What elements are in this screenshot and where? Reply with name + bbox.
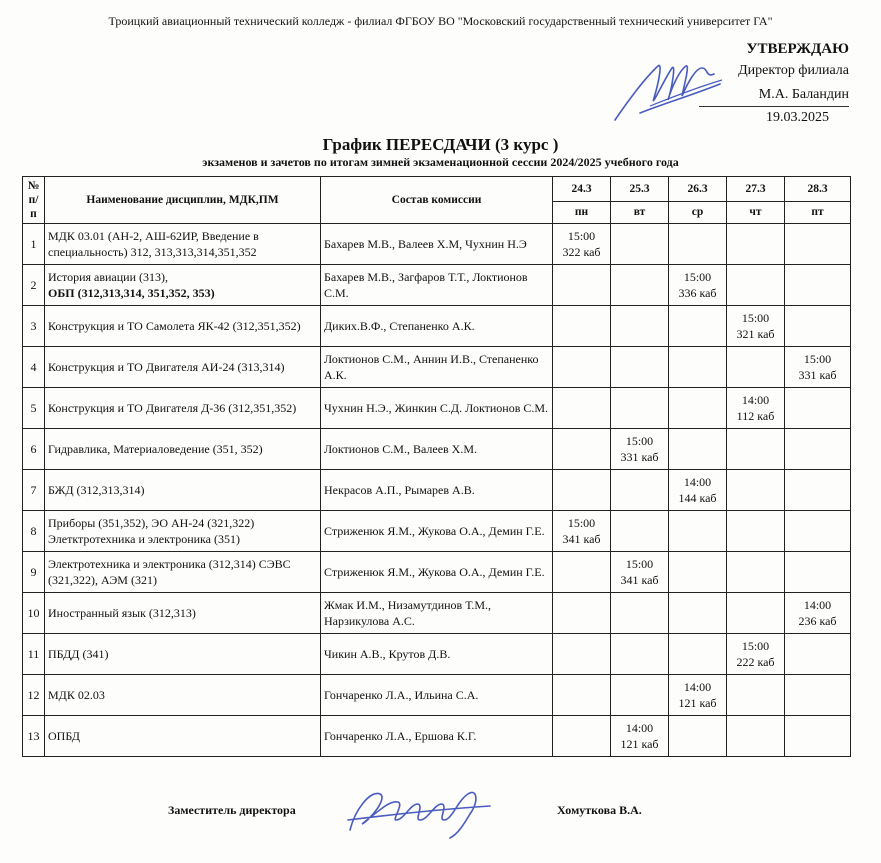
header-weekday: пн — [553, 201, 611, 223]
discipline-name: Конструкция и ТО Двигателя Д-36 (312,351,352) — [48, 401, 297, 415]
commission-cell: Бахарев М.В., Загфаров Т.Т., Локтионов С.М. — [321, 265, 553, 306]
row-number: 2 — [23, 265, 45, 306]
empty-slot — [727, 716, 785, 757]
exam-room: 121 каб — [678, 696, 717, 710]
row-number: 7 — [23, 470, 45, 511]
exam-time: 15:00 — [741, 311, 770, 325]
exam-room: 331 каб — [798, 368, 837, 382]
commission-cell: Гончаренко Л.А., Ильина С.А. — [321, 675, 553, 716]
document-title: График ПЕРЕСДАЧИ (3 курс ) — [322, 135, 559, 154]
table-row — [23, 552, 851, 593]
empty-slot — [785, 552, 851, 593]
exam-time: 15:00 — [625, 557, 654, 571]
commission-cell: Гончаренко Л.А., Ершова К.Г. — [321, 716, 553, 757]
exam-time: 15:00 — [567, 229, 596, 243]
row-number: 8 — [23, 511, 45, 552]
empty-slot — [553, 552, 611, 593]
table-row — [23, 470, 851, 511]
discipline-cell — [45, 511, 321, 552]
discipline-name: История авиации (313), — [48, 270, 169, 284]
exam-time: 15:00 — [625, 434, 654, 448]
table-row — [23, 306, 851, 347]
approval-date: 19.03.2025 — [766, 110, 829, 125]
table-row — [23, 675, 851, 716]
deputy-position: Заместитель директора — [168, 803, 296, 817]
discipline-name: МДК 03.01 (АН-2, АШ-62ИР, Введение в специальность) 312, 313,313,314,351,352 — [48, 229, 259, 259]
empty-slot — [669, 511, 727, 552]
commission-cell: Локтионов С.М., Валеев Х.М. — [321, 429, 553, 470]
row-number: 4 — [23, 347, 45, 388]
discipline-name: БЖД (312,313,314) — [48, 483, 145, 497]
empty-slot — [611, 593, 669, 634]
header-date: 25.3 — [611, 177, 669, 202]
table-row — [23, 716, 851, 757]
exam-slot — [553, 511, 611, 552]
commission-cell: Некрасов А.П., Рымарев А.В. — [321, 470, 553, 511]
exam-time: 15:00 — [803, 352, 832, 366]
commission-cell: Локтионов С.М., Аннин И.В., Степаненко А.К. — [321, 347, 553, 388]
empty-slot — [669, 716, 727, 757]
empty-slot — [553, 593, 611, 634]
table-row — [23, 265, 851, 306]
schedule-rows — [23, 224, 851, 757]
discipline-name: МДК 02.03 — [48, 688, 105, 702]
document-subtitle: экзаменов и зачетов по итогам зимней экзаменационной сессии 2024/2025 учебного года — [202, 155, 679, 169]
exam-time: 14:00 — [741, 393, 770, 407]
deputy-signature — [340, 780, 510, 840]
table-row — [23, 347, 851, 388]
exam-slot — [727, 388, 785, 429]
discipline-name: Электротехника и электроника (312,314) СЭВС (321,322), АЭМ (321) — [48, 557, 291, 587]
empty-slot — [611, 265, 669, 306]
empty-slot — [727, 593, 785, 634]
empty-slot — [785, 224, 851, 265]
empty-slot — [553, 306, 611, 347]
row-number: 9 — [23, 552, 45, 593]
exam-time: 15:00 — [683, 270, 712, 284]
empty-slot — [553, 470, 611, 511]
exam-slot — [611, 716, 669, 757]
empty-slot — [553, 634, 611, 675]
discipline-cell — [45, 429, 321, 470]
empty-slot — [553, 265, 611, 306]
exam-time: 14:00 — [683, 680, 712, 694]
exam-slot — [727, 634, 785, 675]
header-date: 24.3 — [553, 177, 611, 202]
empty-slot — [785, 388, 851, 429]
header-discipline: Наименование дисциплин, МДК,ПМ — [45, 177, 321, 224]
exam-room: 331 каб — [620, 450, 659, 464]
discipline-name: Конструкция и ТО Самолета ЯК-42 (312,351,352) — [48, 319, 301, 333]
empty-slot — [611, 470, 669, 511]
exam-slot — [669, 265, 727, 306]
table-row — [23, 634, 851, 675]
empty-slot — [727, 675, 785, 716]
exam-slot — [611, 429, 669, 470]
empty-slot — [727, 265, 785, 306]
empty-slot — [785, 265, 851, 306]
empty-slot — [727, 224, 785, 265]
empty-slot — [727, 470, 785, 511]
discipline-cell — [45, 593, 321, 634]
table-row — [23, 388, 851, 429]
exam-room: 222 каб — [736, 655, 775, 669]
commission-cell: Чикин А.В., Крутов Д.В. — [321, 634, 553, 675]
exam-room: 341 каб — [620, 573, 659, 587]
header-weekday: пт — [785, 201, 851, 223]
empty-slot — [669, 388, 727, 429]
approval-title: УТВЕРЖДАЮ — [746, 41, 849, 57]
discipline-cell — [45, 716, 321, 757]
table-row — [23, 593, 851, 634]
empty-slot — [727, 429, 785, 470]
discipline-cell — [45, 347, 321, 388]
exam-slot — [785, 593, 851, 634]
empty-slot — [611, 306, 669, 347]
header-date: 26.3 — [669, 177, 727, 202]
exam-slot — [669, 675, 727, 716]
empty-slot — [611, 224, 669, 265]
header-weekday: чт — [727, 201, 785, 223]
commission-cell: Чухнин Н.Э., Жинкин С.Д. Локтионов С.М. — [321, 388, 553, 429]
commission-cell: Стриженюк Я.М., Жукова О.А., Демин Г.Е. — [321, 552, 553, 593]
empty-slot — [785, 675, 851, 716]
exam-time: 15:00 — [741, 639, 770, 653]
discipline-name-bold: ОБП (312,313,314, 351,352, 353) — [48, 286, 215, 300]
exam-slot — [727, 306, 785, 347]
discipline-cell — [45, 634, 321, 675]
exam-room: 121 каб — [620, 737, 659, 751]
empty-slot — [611, 388, 669, 429]
college-header: Троицкий авиационный технический колледж - филиал ФГБОУ ВО "Московский государственный технический университет ГА" — [108, 14, 773, 28]
discipline-cell — [45, 552, 321, 593]
header-weekday: ср — [669, 201, 727, 223]
table-row — [23, 224, 851, 265]
discipline-cell — [45, 470, 321, 511]
commission-cell: Жмак И.М., Низамутдинов Т.М., Нарзикулова А.С. — [321, 593, 553, 634]
discipline-name: Конструкция и ТО Двигателя АИ-24 (313,314) — [48, 360, 285, 374]
empty-slot — [669, 552, 727, 593]
commission-cell: Бахарев М.В., Валеев Х.М, Чухнин Н.Э — [321, 224, 553, 265]
empty-slot — [669, 593, 727, 634]
empty-slot — [785, 429, 851, 470]
empty-slot — [611, 675, 669, 716]
table-row — [23, 511, 851, 552]
empty-slot — [727, 511, 785, 552]
header-date: 28.3 — [785, 177, 851, 202]
header-num: № п/п — [23, 177, 45, 224]
discipline-name: Гидравлика, Материаловедение (351, 352) — [48, 442, 263, 456]
empty-slot — [611, 634, 669, 675]
empty-slot — [611, 511, 669, 552]
discipline-cell — [45, 675, 321, 716]
exam-room: 341 каб — [562, 532, 601, 546]
exam-time: 14:00 — [625, 721, 654, 735]
header-commission: Состав комиссии — [321, 177, 553, 224]
row-number: 10 — [23, 593, 45, 634]
discipline-cell — [45, 265, 321, 306]
empty-slot — [553, 675, 611, 716]
empty-slot — [669, 306, 727, 347]
exam-room: 144 каб — [678, 491, 717, 505]
row-number: 3 — [23, 306, 45, 347]
empty-slot — [785, 306, 851, 347]
empty-slot — [669, 634, 727, 675]
discipline-name: Приборы (351,352), ЭО АН-24 (321,322) Элетктротехника и электроника (351) — [48, 516, 255, 546]
exam-room: 112 каб — [736, 409, 775, 423]
exam-room: 236 каб — [798, 614, 837, 628]
exam-room: 336 каб — [678, 286, 717, 300]
empty-slot — [553, 429, 611, 470]
approval-name: М.А. Баландин — [699, 84, 849, 107]
row-number: 13 — [23, 716, 45, 757]
empty-slot — [727, 552, 785, 593]
approval-position: Директор филиала — [738, 63, 849, 78]
empty-slot — [553, 388, 611, 429]
table-row — [23, 429, 851, 470]
discipline-name: ПБДД (341) — [48, 647, 109, 661]
discipline-cell — [45, 306, 321, 347]
empty-slot — [727, 347, 785, 388]
approval-block — [699, 38, 849, 129]
commission-cell: Стриженюк Я.М., Жукова О.А., Демин Г.Е. — [321, 511, 553, 552]
exam-time: 15:00 — [567, 516, 596, 530]
row-number: 12 — [23, 675, 45, 716]
empty-slot — [669, 347, 727, 388]
empty-slot — [785, 716, 851, 757]
empty-slot — [611, 347, 669, 388]
discipline-name: ОПБД — [48, 729, 80, 743]
empty-slot — [785, 511, 851, 552]
empty-slot — [553, 716, 611, 757]
exam-time: 14:00 — [803, 598, 832, 612]
discipline-cell — [45, 224, 321, 265]
discipline-cell — [45, 388, 321, 429]
exam-time: 14:00 — [683, 475, 712, 489]
row-number: 1 — [23, 224, 45, 265]
exam-slot — [669, 470, 727, 511]
header-weekday: вт — [611, 201, 669, 223]
commission-cell: Диких.В.Ф., Степаненко А.К. — [321, 306, 553, 347]
empty-slot — [553, 347, 611, 388]
empty-slot — [785, 634, 851, 675]
exam-slot — [611, 552, 669, 593]
exam-room: 321 каб — [736, 327, 775, 341]
empty-slot — [669, 429, 727, 470]
exam-room: 322 каб — [562, 245, 601, 259]
retake-schedule-table — [22, 176, 851, 757]
empty-slot — [785, 470, 851, 511]
deputy-name: Хомуткова В.А. — [557, 803, 642, 817]
row-number: 11 — [23, 634, 45, 675]
exam-slot — [553, 224, 611, 265]
empty-slot — [669, 224, 727, 265]
header-date: 27.3 — [727, 177, 785, 202]
row-number: 6 — [23, 429, 45, 470]
exam-slot — [785, 347, 851, 388]
row-number: 5 — [23, 388, 45, 429]
discipline-name: Иностранный язык (312,313) — [48, 606, 196, 620]
